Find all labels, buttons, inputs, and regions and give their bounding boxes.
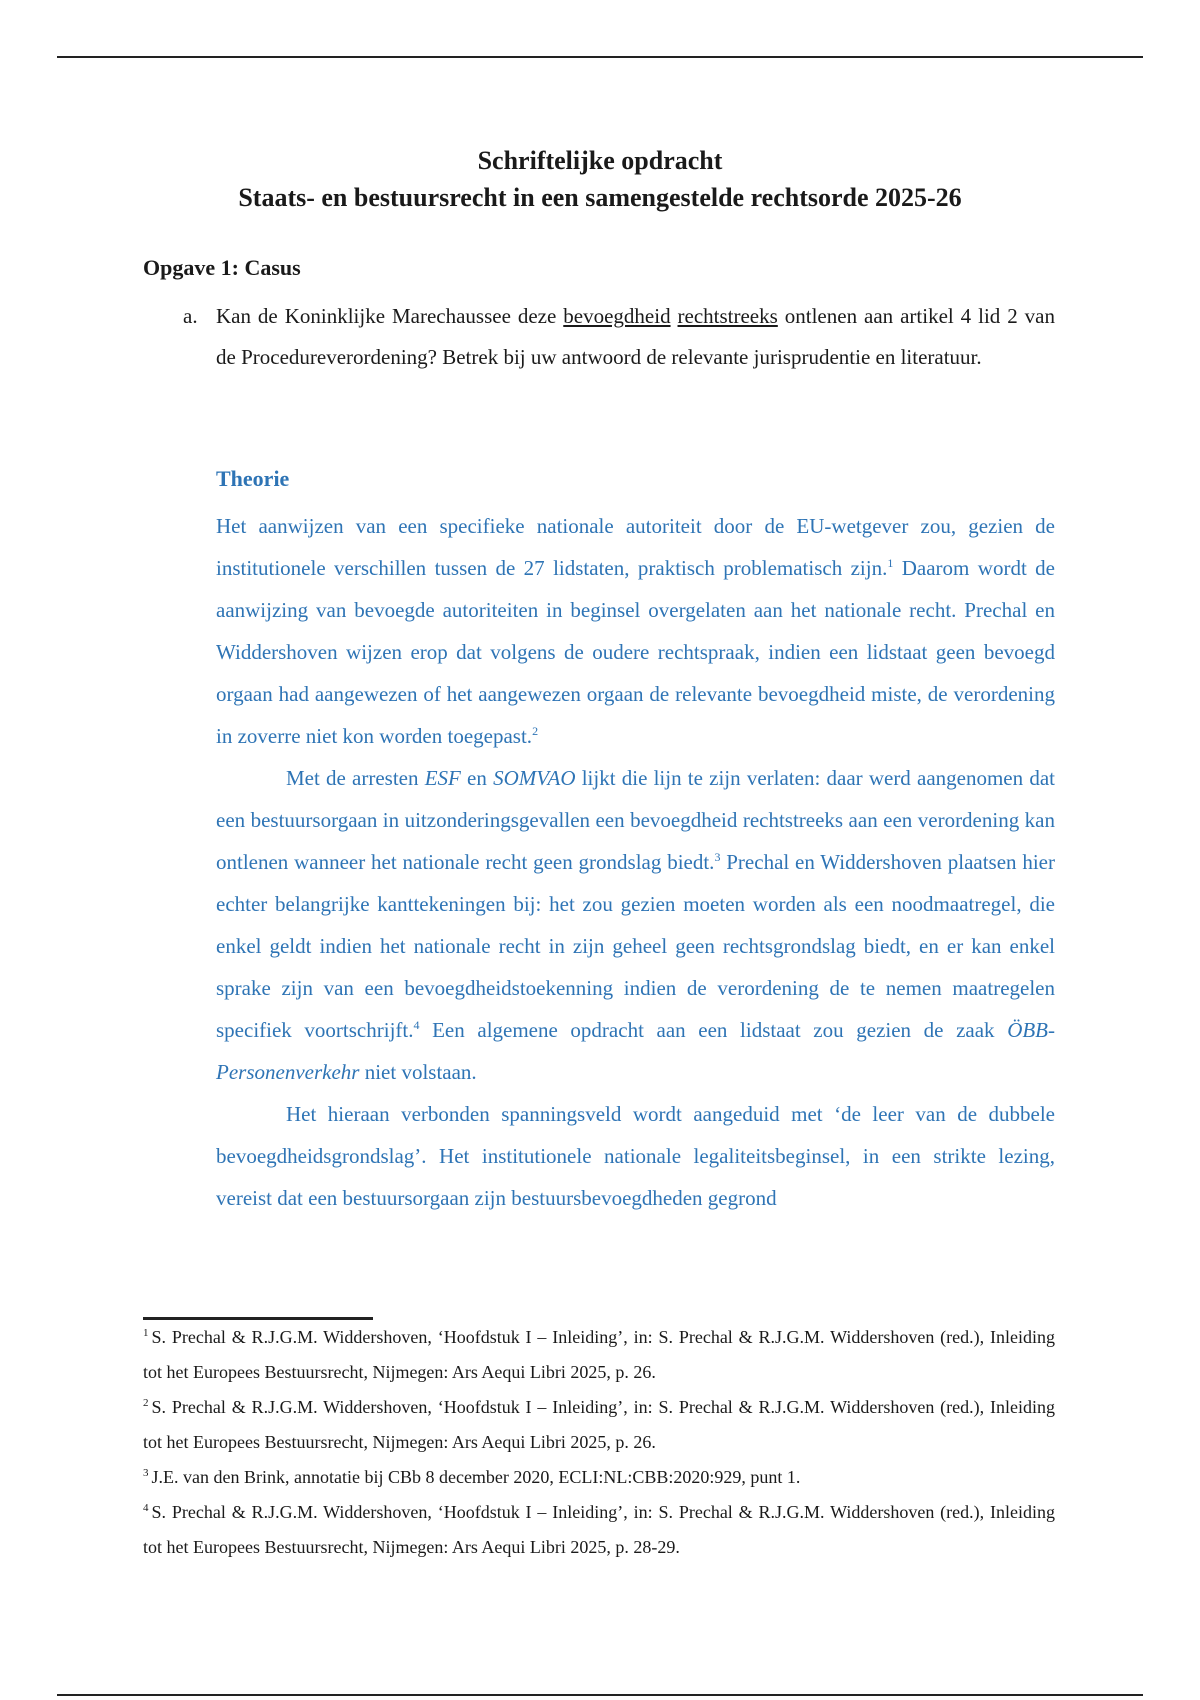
p2-text-e: Een algemene opdracht aan een lidstaat zou gezien de zaak	[419, 1018, 1008, 1042]
question-a	[183, 296, 1055, 378]
p1-text-b: Daarom wordt de aanwijzing van bevoegde autoriteiten in beginsel overgelaten aan het nationale recht. Prechal en Widdershoven wijzen erop dat volgens de oudere rechtspraak, indien een lidstaat geen bevoegd orgaan had aangewezen of het aangewezen orgaan de relevante bevoegdheid miste, de verordening in zoverre niet kon worden toegepast.	[216, 556, 1055, 748]
footnote-ref-1[interactable]: 1	[887, 556, 894, 570]
footnote-number: 4	[143, 1502, 149, 1514]
p2-text-b: en	[460, 766, 494, 790]
question-text	[216, 296, 1055, 378]
section-heading: Opgave 1: Casus	[143, 255, 301, 280]
title-line-1: Schriftelijke opdracht	[477, 146, 723, 175]
question-marker: a.	[183, 304, 198, 328]
question-text-before: Kan de Koninklijke Marechaussee deze	[216, 304, 564, 328]
case-name-esf: ESF	[424, 766, 461, 790]
theory-body	[216, 505, 1055, 1219]
footnote-ref-3[interactable]: 3	[714, 850, 721, 864]
header-rule	[57, 56, 1143, 58]
footnote-number: 1	[143, 1327, 149, 1339]
footnote-number: 3	[143, 1467, 149, 1479]
question-text-after: ontlenen aan artikel 4 lid 2 van de Procedureverordening? Betrek bij uw antwoord de relevante jurisprudentie en literatuur.	[216, 304, 1056, 369]
title-line-2: Staats- en bestuursrecht in een samengestelde rechtsorde 2025-26	[238, 183, 962, 212]
footnote-text: S. Prechal & R.J.G.M. Widdershoven, ‘Hoofdstuk I – Inleiding’, in: S. Prechal & R.J.G.M. Widdershoven (red.), Inleiding tot het Europees Bestuursrecht, Nijmegen: Ars Aequi Libri 2025, p. 26.	[143, 1327, 1055, 1382]
footnote-3	[143, 1460, 1055, 1495]
footnote-4	[143, 1495, 1055, 1565]
footnote-2	[143, 1390, 1055, 1460]
footnote-number: 2	[143, 1397, 149, 1409]
case-name-somvao: SOMVAO	[493, 766, 576, 790]
theory-paragraph-3: Het hieraan verbonden spanningsveld wordt aangeduid met ‘de leer van de dubbele bevoegdheidsgrondslag’. Het institutionele nationale legaliteitsbeginsel, in een strikte lezing, vereist dat een bestuursorgaan zijn bestuursbevoegdheden gegrond	[216, 1102, 1055, 1210]
p2-text-f: niet volstaan.	[359, 1060, 477, 1084]
footnote-text: S. Prechal & R.J.G.M. Widdershoven, ‘Hoofdstuk I – Inleiding’, in: S. Prechal & R.J.G.M. Widdershoven (red.), Inleiding tot het Europees Bestuursrecht, Nijmegen: Ars Aequi Libri 2025, p. 26.	[143, 1397, 1055, 1452]
footnote-text: J.E. van den Brink, annotatie bij CBb 8 december 2020, ECLI:NL:CBB:2020:929, punt 1.	[151, 1467, 801, 1487]
p1-text-a: Het aanwijzen van een specifieke nationale autoriteit door de EU-wetgever zou, gezien de institutionele verschillen tussen de 27 lidstaten, praktisch problematisch zijn.	[216, 514, 1055, 580]
footnote-ref-4[interactable]: 4	[413, 1018, 420, 1032]
underlined-term-bevoegdheid: bevoegdheid	[563, 304, 671, 328]
theory-heading: Theorie	[216, 466, 290, 491]
document-title	[0, 142, 1200, 216]
theory-paragraph-1	[216, 505, 1055, 757]
question-space	[671, 304, 678, 328]
footnote-1	[143, 1320, 1055, 1390]
underlined-term-rechtstreeks: rechtstreeks	[677, 304, 778, 328]
p2-text-c: lijkt die lijn te zijn verlaten: daar werd aangenomen dat een bestuursorgaan in uitzonderingsgevallen een bevoegdheid rechtstreeks aan een verordening kan ontlenen wanneer het nationale recht geen grondslag biedt.	[216, 766, 1055, 874]
footnotes	[143, 1320, 1055, 1565]
theory-paragraph-2	[216, 757, 1055, 1093]
footer-rule	[57, 1694, 1143, 1696]
p2-text-a: Met de arresten	[286, 766, 425, 790]
case-name-obb: ÖBB-Personenverkehr	[216, 1018, 1056, 1084]
footnote-ref-2[interactable]: 2	[532, 724, 539, 738]
p2-text-d: Prechal en Widdershoven plaatsen hier echter belangrijke kanttekeningen bij: het zou gezien moeten worden als een noodmaatregel, die enkel geldt indien het nationale recht in zijn geheel geen rechtsgrondslag biedt, en er kan enkel sprake zijn van een bevoegdheidstoekenning indien de verordening de te nemen maatregelen specifiek voortschrijft.	[216, 850, 1055, 1042]
footnote-text: S. Prechal & R.J.G.M. Widdershoven, ‘Hoofdstuk I – Inleiding’, in: S. Prechal & R.J.G.M. Widdershoven (red.), Inleiding tot het Europees Bestuursrecht, Nijmegen: Ars Aequi Libri 2025, p. 28-29.	[143, 1502, 1055, 1557]
